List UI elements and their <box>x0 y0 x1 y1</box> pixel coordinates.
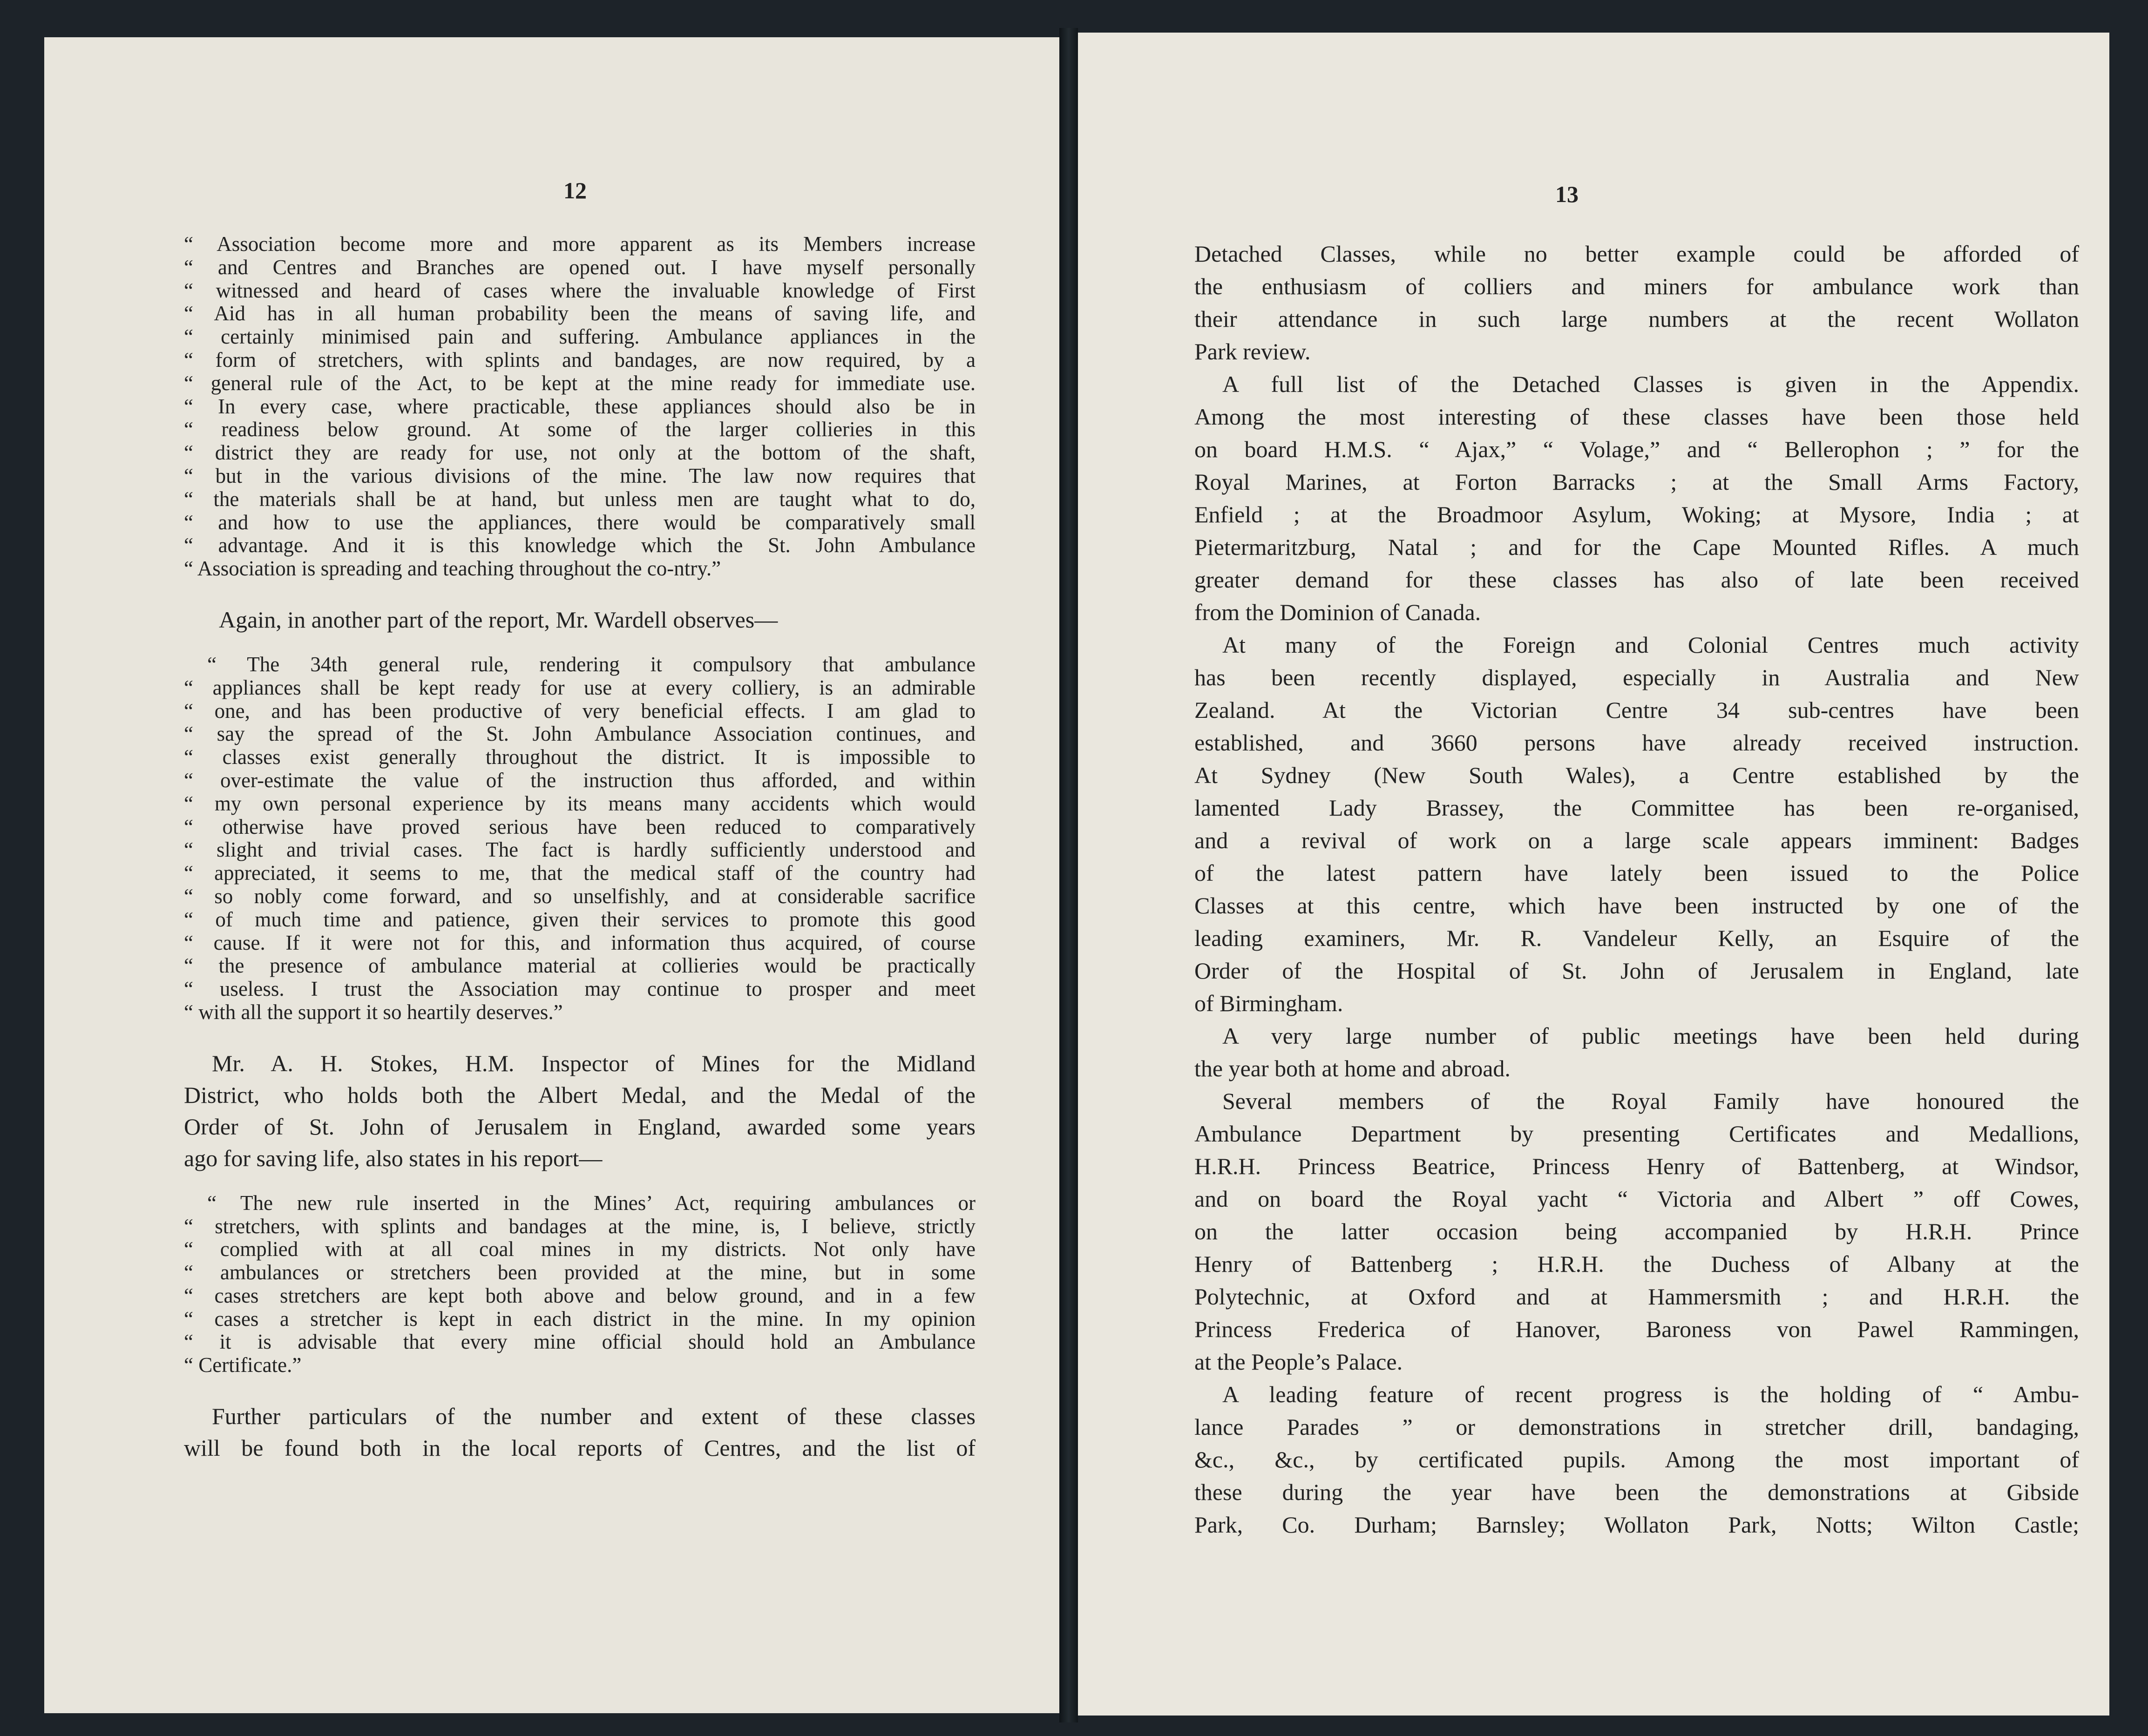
left-page <box>44 37 1059 1713</box>
quote-line: “ stretchers, with splints and bandages at the mine, is, I believe, strictly <box>184 1214 976 1238</box>
right-page <box>1078 33 2109 1716</box>
paragraph-line: Zealand. At the Victorian Centre 34 sub-centres have been <box>1194 697 2079 723</box>
quote-line: “ general rule of the Act, to be kept at the mine ready for immediate use. <box>184 371 976 395</box>
paragraph-line: Order of St. John of Jerusalem in England, awarded some years <box>184 1113 976 1140</box>
quote-line: “ Certificate.” <box>184 1353 302 1377</box>
quote-line: “ the presence of ambulance material at collieries would be practically <box>184 954 976 978</box>
quote-line: “ with all the support it so heartily deserves.” <box>184 1000 563 1024</box>
paragraph-line: Royal Marines, at Forton Barracks ; at the Small Arms Factory, <box>1194 469 2079 495</box>
paragraph-line: at the People’s Palace. <box>1194 1349 1403 1375</box>
paragraph-line: Classes at this centre, which have been instructed by one of the <box>1194 892 2079 919</box>
paragraph-line: ago for saving life, also states in his report— <box>184 1145 603 1171</box>
quote-line: “ appreciated, it seems to me, that the medical staff of the country had <box>184 861 976 885</box>
quote-line: “ say the spread of the St. John Ambulance Association continues, and <box>184 722 976 746</box>
quote-line: “ otherwise have proved serious have been reduced to comparatively <box>184 815 976 838</box>
paragraph-wardell-intro: Again, in another part of the report, Mr. Wardell observes— <box>219 606 778 633</box>
quote-line: “ cause. If it were not for this, and information thus acquired, of course <box>184 931 976 954</box>
paragraph-line: established, and 3660 persons have already received instruction. <box>1194 730 2079 756</box>
paragraph-line: Princess Frederica of Hanover, Baroness von Pawel Rammingen, <box>1194 1316 2079 1342</box>
paragraph-line: of Birmingham. <box>1194 990 1343 1016</box>
paragraph-line: Several members of the Royal Family have honoured the <box>1222 1088 2079 1114</box>
quote-line: “ my own personal experience by its means many accidents which would <box>184 791 976 815</box>
quote-line: “ of much time and patience, given their services to promote this good <box>184 907 976 931</box>
quote-line: “ the materials shall be at hand, but unless men are taught what to do, <box>184 487 976 511</box>
quote-block-2 <box>184 653 976 1024</box>
paragraph-line: A leading feature of recent progress is the holding of “ Ambu- <box>1222 1381 2079 1407</box>
paragraph-line: and a revival of work on a large scale appears imminent: Badges <box>1194 827 2079 853</box>
quote-line: “ over-estimate the value of the instruction thus afforded, and within <box>184 768 976 792</box>
quote-line: “ certainly minimised pain and suffering. Ambulance appliances in the <box>184 325 976 349</box>
paragraph-line: the year both at home and abroad. <box>1194 1055 1511 1081</box>
paragraph-line: Enfield ; at the Broadmoor Asylum, Woking; at Mysore, India ; at <box>1194 501 2079 527</box>
paragraph-line: lamented Lady Brassey, the Committee has been re-organised, <box>1194 795 2079 821</box>
quote-line: “ Association become more and more apparent as its Members increase <box>184 232 976 256</box>
paragraph-line: their attendance in such large numbers at the recent Wollaton <box>1194 306 2079 332</box>
quote-line: “ complied with at all coal mines in my districts. Not only have <box>184 1237 976 1261</box>
quote-line: “ The new rule inserted in the Mines’ Act, requiring ambulances or <box>207 1191 976 1215</box>
quote-line: “ and how to use the appliances, there would be comparatively small <box>184 510 976 534</box>
paragraph-line: on board H.M.S. “ Ajax,” “ Volage,” and “ Bellerophon ; ” for the <box>1194 436 2079 462</box>
paragraph-line: A very large number of public meetings have been held during <box>1222 1023 2079 1049</box>
page-number-right: 13 <box>1555 181 1579 207</box>
paragraph-line: Park, Co. Durham; Barnsley; Wollaton Park, Notts; Wilton Castle; <box>1194 1512 2079 1538</box>
paragraph-line: Among the most interesting of these classes have been those held <box>1194 404 2079 430</box>
paragraph-line: greater demand for these classes has also of late been received <box>1194 567 2079 593</box>
paragraph-line: Polytechnic, at Oxford and at Hammersmith ; and H.R.H. the <box>1194 1283 2079 1310</box>
paragraph-line: will be found both in the local reports of Centres, and the list of <box>184 1435 976 1461</box>
quote-line: “ The 34th general rule, rendering it compulsory that ambulance <box>207 652 976 676</box>
quote-line: “ readiness below ground. At some of the larger collieries in this <box>184 418 976 441</box>
quote-line: “ useless. I trust the Association may continue to prosper and meet <box>184 977 976 1001</box>
paragraph-line: on the latter occasion being accompanied by H.R.H. Prince <box>1194 1218 2079 1244</box>
paragraph-line: Park review. <box>1194 338 1311 365</box>
paragraph-line: has been recently displayed, especially in Australia and New <box>1194 664 2079 690</box>
paragraph-line: &c., &c., by certificated pupils. Among the most important of <box>1194 1446 2079 1473</box>
paragraph-line: Order of the Hospital of St. John of Jerusalem in England, late <box>1194 958 2079 984</box>
paragraph-stokes <box>184 1047 976 1174</box>
paragraph-line: A full list of the Detached Classes is given in the Appendix. <box>1222 371 2079 397</box>
paragraph-line: At Sydney (New South Wales), a Centre established by the <box>1194 762 2079 788</box>
paragraph-further-particulars <box>184 1400 976 1464</box>
quote-line: “ one, and has been productive of very beneficial effects. I am glad to <box>184 699 976 723</box>
left-text-column <box>184 233 976 1464</box>
paragraph-line: of the latest pattern have lately been issued to the Police <box>1194 860 2079 886</box>
paragraph-line: District, who holds both the Albert Medal, and the Medal of the <box>184 1081 976 1108</box>
paragraph-line: At many of the Foreign and Colonial Centres much activity <box>1222 632 2079 658</box>
paragraph-line: Ambulance Department by presenting Certificates and Medallions, <box>1194 1121 2079 1147</box>
quote-line: “ form of stretchers, with splints and bandages, are now required, by a <box>184 348 976 372</box>
quote-block-1 <box>184 233 976 581</box>
quote-line: “ cases a stretcher is kept in each district in the mine. In my opinion <box>184 1307 976 1331</box>
paragraph-line: Mr. A. H. Stokes, H.M. Inspector of Mines for the Midland <box>212 1050 976 1076</box>
paragraph-line: the enthusiasm of colliers and miners for ambulance work than <box>1194 273 2079 299</box>
quote-line: “ appliances shall be kept ready for use at every colliery, is an admirable <box>184 675 976 699</box>
paragraph-line: Henry of Battenberg ; H.R.H. the Duchess of Albany at the <box>1194 1251 2079 1277</box>
quote-line: “ ambulances or stretchers been provided at the mine, but in some <box>184 1261 976 1284</box>
quote-line: “ In every case, where practicable, these appliances should also be in <box>184 394 976 418</box>
quote-line: “ so nobly come forward, and so unselfishly, and at considerable sacrifice <box>184 884 976 908</box>
quote-line: “ but in the various divisions of the mine. The law now requires that <box>184 464 976 487</box>
paragraph-line: Detached Classes, while no better example could be afforded of <box>1194 241 2079 267</box>
quote-line: “ district they are ready for use, not only at the bottom of the shaft, <box>184 441 976 465</box>
book-spine <box>1059 28 1078 1722</box>
page-number-left: 12 <box>563 177 587 203</box>
quote-line: “ classes exist generally throughout the district. It is impossible to <box>184 745 976 769</box>
paragraph-line: lance Parades ” or demonstrations in stretcher drill, bandaging, <box>1194 1414 2079 1440</box>
quote-line: “ and Centres and Branches are opened out. I have myself personally <box>184 255 976 279</box>
paragraph-line: Pietermaritzburg, Natal ; and for the Cape Mounted Rifles. A much <box>1194 534 2079 560</box>
paragraph-line: Further particulars of the number and extent of these classes <box>212 1403 976 1430</box>
quote-line: “ witnessed and heard of cases where the invaluable knowledge of First <box>184 278 976 302</box>
quote-line: “ slight and trivial cases. The fact is hardly sufficiently understood and <box>184 838 976 862</box>
paragraph-line: leading examiners, Mr. R. Vandeleur Kelly, an Esquire of the <box>1194 925 2079 951</box>
quote-line: “ advantage. And it is this knowledge which the St. John Ambulance <box>184 534 976 557</box>
quote-line: “ it is advisable that every mine official should hold an Ambulance <box>184 1330 976 1354</box>
paragraph-line: H.R.H. Princess Beatrice, Princess Henry of Battenberg, at Windsor, <box>1194 1153 2079 1179</box>
paragraph-line: from the Dominion of Canada. <box>1194 599 1481 625</box>
quote-line: “ cases stretchers are kept both above and below ground, and in a few <box>184 1283 976 1307</box>
quote-block-3 <box>184 1192 976 1377</box>
paragraph-line: these during the year have been the demonstrations at Gibside <box>1194 1479 2079 1505</box>
quote-line: “ Aid has in all human probability been the means of saving life, and <box>184 302 976 325</box>
quote-line: “ Association is spreading and teaching throughout the co-ntry.” <box>184 557 721 581</box>
paragraph-line: and on board the Royal yacht “ Victoria and Albert ” off Cowes, <box>1194 1186 2079 1212</box>
right-text-column <box>1194 237 2079 1541</box>
